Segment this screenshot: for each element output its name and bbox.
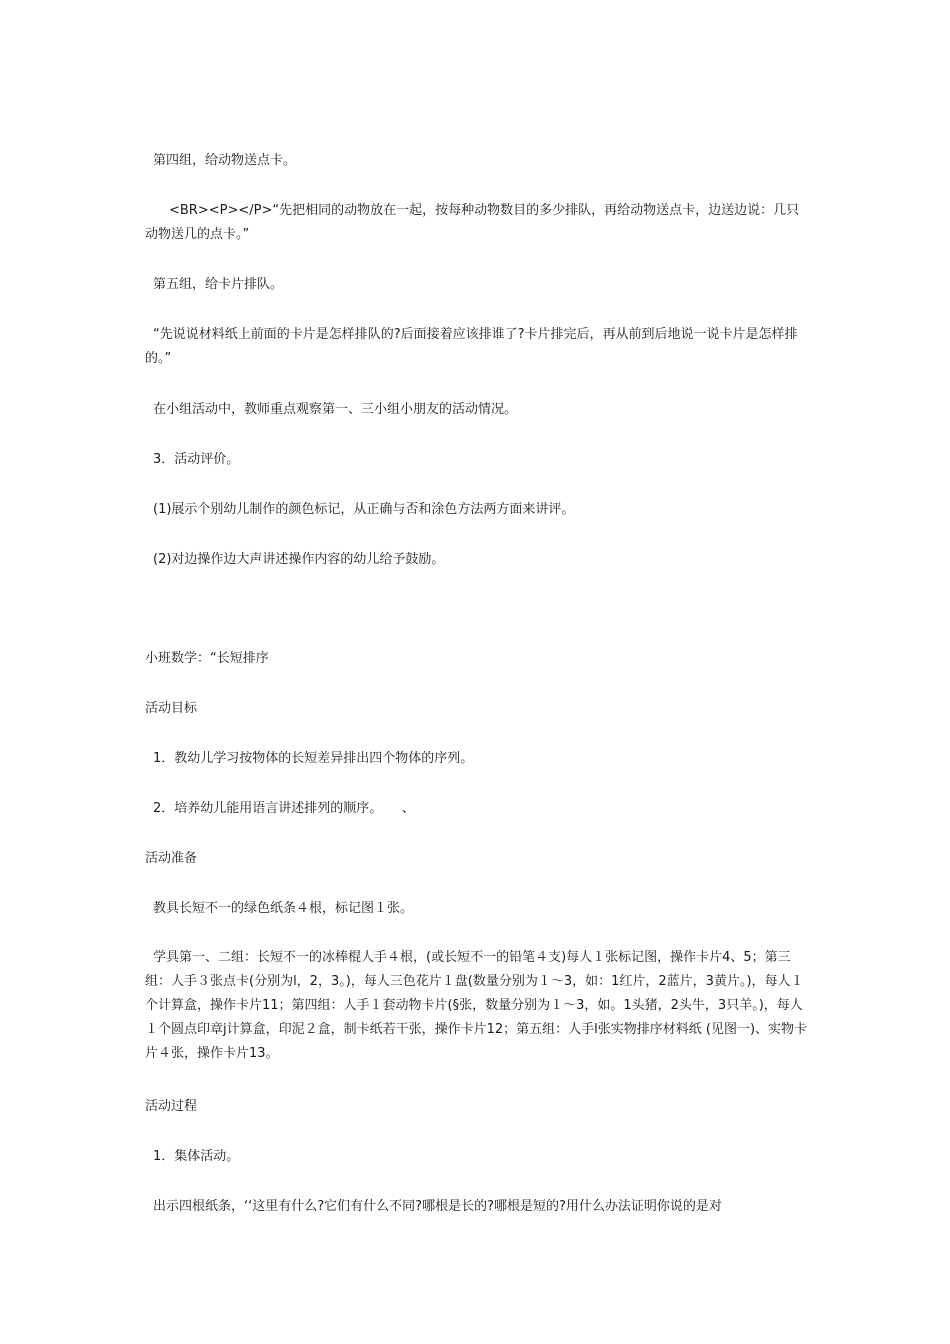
paragraph-teaching-aids: 教具长短不一的绿色纸条４根，标记图１张。 (153, 901, 414, 916)
paragraph-group4-title: 第四组，给动物送点卡。 (153, 153, 297, 168)
section-heading-goals: 活动目标 (145, 701, 198, 716)
section-heading-process: 活动过程 (145, 1099, 198, 1114)
paragraph-learning-aids: 学具第一、二组：长短不一的冰棒棍人手４根，(或长短不一的铅笔４支)每人１张标记图，操作卡片4、5；第三组：人手３张点卡(分别为l，2，3。)，每人三色花片１盘(数量分别为１～3，如：1红片，2蓝片，3黄片。)，每人１个计算盒，操作卡片11；第四组：人手１套动物卡片(§张，数量分别为１～3，如。1头猪，2头牛，3只羊。)，每人１个圆点印章j计算盒，印泥２盒，制卡纸若干张，操作卡片12；第五组：人手l张实物排序材料纸 (见图一)、实物卡片４张，操作卡片13。 (145, 950, 808, 1061)
paragraph-goal-1: 1．教幼儿学习按物体的长短差异排出四个物体的序列。 (153, 751, 474, 766)
paragraph-group-activity: 1．集体活动。 (153, 1149, 240, 1164)
paragraph-group4-instruction: <BR><P></P>“先把相同的动物放在一起，按每种动物数目的多少排队，再给动物送点卡，边送边说：几只动物送几的点卡。” (145, 203, 800, 242)
paragraph-evaluation-2: (2)对边操作边大声讲述操作内容的幼儿给予鼓励。 (153, 552, 445, 567)
paragraph-group5-title: 第五组，给卡片排队。 (153, 277, 284, 292)
paragraph-observation: 在小组活动中，教师重点观察第一、三小组小朋友的活动情况。 (153, 402, 518, 417)
lesson-title: 小班数学：“长短排序 (145, 651, 269, 666)
section-heading-preparation: 活动准备 (145, 851, 198, 866)
paragraph-group5-instruction: “先说说材料纸上前面的卡片是怎样排队的?后面接着应该排谁了?卡片排完后，再从前到后地说一说卡片是怎样排的。” (145, 327, 798, 366)
paragraph-show-strips: 出示四根纸条，‘‘这里有什么?它们有什么不同?哪根是长的?哪根是短的?用什么办法证明你说的是对 (153, 1199, 722, 1214)
paragraph-evaluation-1: (1)展示个别幼儿制作的颜色标记，从正确与否和涂色方法两方面来讲评。 (153, 502, 575, 517)
paragraph-goal-2: 2．培养幼儿能用语言讲述排列的顺序。 、 (153, 801, 415, 816)
paragraph-evaluation-heading: 3．活动评价。 (153, 452, 240, 467)
